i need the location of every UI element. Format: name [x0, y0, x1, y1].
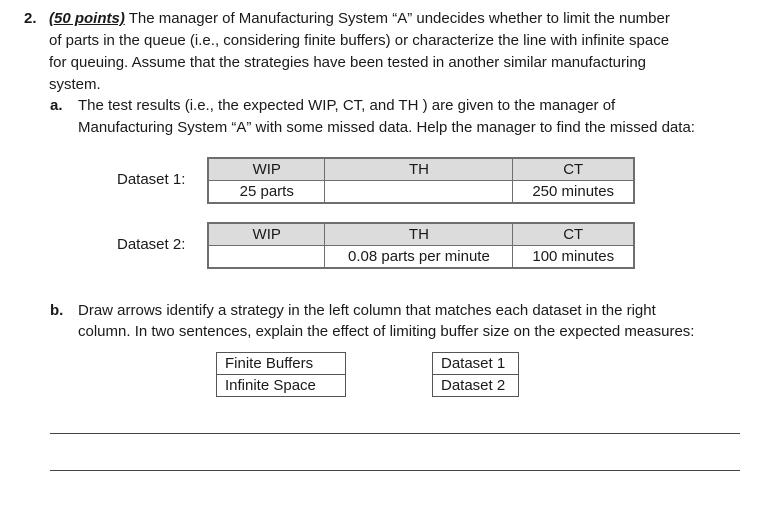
dataset-2-table	[208, 223, 634, 268]
table-header-row	[209, 159, 634, 181]
dataset-1-label: Dataset 1:	[117, 171, 186, 188]
part-b-label: b.	[50, 302, 64, 319]
answer-line-2[interactable]	[50, 470, 740, 471]
question-text-line-4: system.	[49, 76, 101, 93]
answer-line-1[interactable]	[50, 433, 740, 434]
question-text-line-2: of parts in the queue (i.e., considering finite buffers) or characterize the line with infinite space	[49, 32, 670, 49]
wip-header: WIP	[209, 159, 325, 181]
wip-value: 25 parts	[209, 181, 325, 203]
part-a-line-1: The test results (i.e., the expected WIP, CT, and TH ) are given to the manager of	[78, 97, 616, 114]
table-header-row	[209, 224, 634, 246]
part-a-label: a.	[50, 97, 63, 114]
question-text-line-1: The manager of Manufacturing System “A” undecides whether to limit the number	[124, 10, 670, 27]
part-b-line-1: Draw arrows identify a strategy in the left column that matches each dataset in the right	[78, 302, 656, 319]
table-row	[209, 246, 634, 268]
th-header: TH	[325, 224, 513, 246]
wip-value	[209, 246, 325, 268]
ct-header: CT	[513, 224, 634, 246]
question-points: (50 points)	[49, 10, 125, 27]
th-value	[325, 181, 513, 203]
question-first-line	[49, 10, 670, 27]
ct-value: 250 minutes	[513, 181, 634, 203]
table-row	[209, 181, 634, 203]
option-dataset-1[interactable]: Dataset 1	[433, 353, 519, 375]
question-number: 2.	[24, 10, 37, 27]
strategy-infinite-space[interactable]: Infinite Space	[217, 375, 346, 397]
strategy-finite-buffers[interactable]: Finite Buffers	[217, 353, 346, 375]
option-dataset-2[interactable]: Dataset 2	[433, 375, 519, 397]
dataset-1-table	[208, 158, 634, 203]
strategy-list	[216, 352, 346, 397]
th-value: 0.08 parts per minute	[325, 246, 513, 268]
dataset-options-list	[432, 352, 519, 397]
part-b-line-2: column. In two sentences, explain the effect of limiting buffer size on the expected measures:	[78, 323, 695, 340]
question-text-line-3: for queuing. Assume that the strategies have been tested in another similar manufacturing	[49, 54, 647, 71]
th-header: TH	[325, 159, 513, 181]
ct-value: 100 minutes	[513, 246, 634, 268]
wip-header: WIP	[209, 224, 325, 246]
part-a-line-2: Manufacturing System “A” with some missed data. Help the manager to find the missed data:	[78, 119, 695, 136]
ct-header: CT	[513, 159, 634, 181]
dataset-2-label: Dataset 2:	[117, 236, 186, 253]
